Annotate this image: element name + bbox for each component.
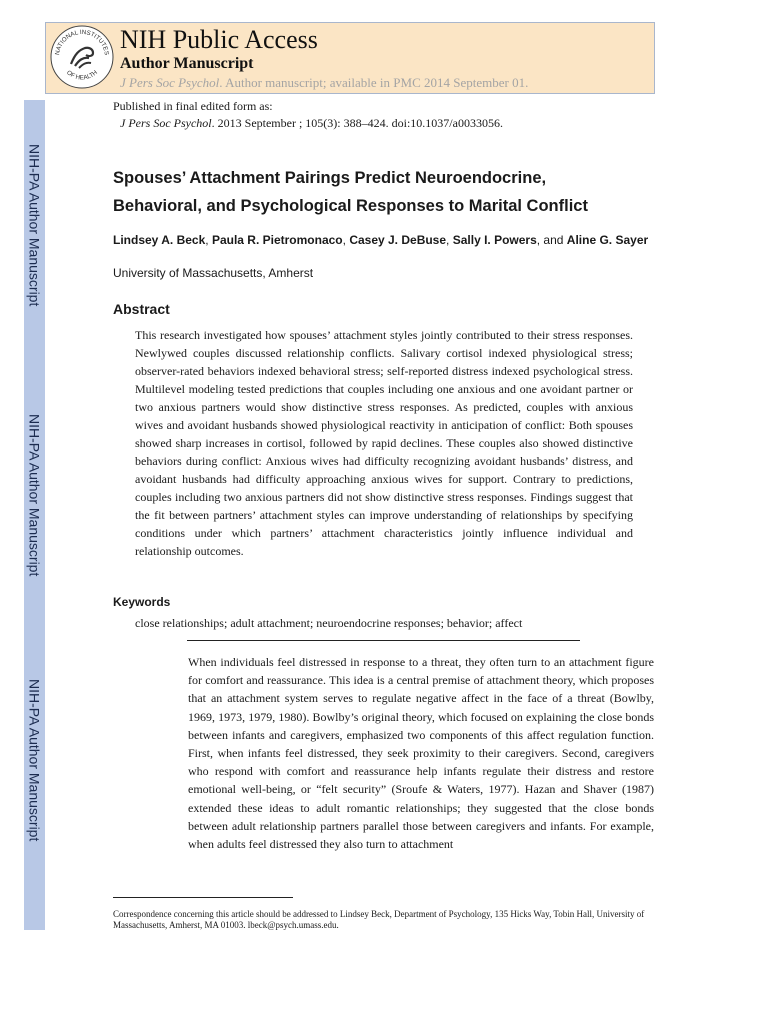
citation-line	[113, 115, 503, 132]
author-name: Casey J. DeBuse	[349, 233, 447, 247]
abstract-heading: Abstract	[113, 301, 170, 317]
author-separator: , and	[536, 233, 567, 247]
nih-public-access-header	[45, 22, 655, 94]
published-label: Published in final edited form as:	[113, 99, 273, 113]
author-name: Sally I. Powers	[452, 233, 537, 247]
author-list	[113, 232, 673, 250]
citation-details: . 2013 September ; 105(3): 388–424. doi:10.1037/a0033056.	[211, 116, 503, 130]
article-title	[113, 164, 673, 220]
nih-seal-logo	[49, 24, 115, 90]
logo-text-bottom: OF HEALTH	[65, 69, 99, 82]
author-name: Lindsey A. Beck	[113, 233, 206, 247]
sidebar-label-top: NIH-PA Author Manuscript	[26, 143, 43, 307]
correspondence-footnote: Correspondence concerning this article should be addressed to Lindsey Beck, Department of Psychology, 135 Hicks Way, Tobin Hall, University of Massachusetts, Amherst, MA 01003. lbeck@psych.umass.edu.	[113, 909, 645, 930]
title-line-2: Behavioral, and Psychological Responses to Marital Conflict	[113, 197, 588, 215]
availability-text: . Author manuscript; available in PMC 2014 September 01.	[219, 75, 529, 90]
author-name: Paula R. Pietromonaco	[211, 233, 343, 247]
sidebar-label-middle: NIH-PA Author Manuscript	[26, 413, 43, 577]
affiliation: University of Massachusetts, Amherst	[113, 266, 314, 280]
publication-info	[113, 98, 503, 132]
abstract-text: This research investigated how spouses’ attachment styles jointly contributed to their stress responses. Newlywed couples discussed relationship conflicts. Salivary cortisol indexed physiological stress; observer-rated behaviors indexed behavioral stress; self-reported distress indexed psychological stress. Multilevel modeling tested predictions that couples including one anxious and one avoidant partner or two anxious partners would show distinctive stress responses. As predicted, couples with anxious wives and avoidant husbands showed physiological reactivity in anticipation of conflict: Both spouses showed sharp increases in cortisol, followed by rapid declines. These couples also showed distinctive behaviors during conflict: Anxious wives had difficulty recognizing avoidant husbands’ distress, and avoidant husbands had difficulty approaching anxious wives for support. Contrary to predictions, couples including two anxious partners did not show distinctive stress responses. Findings suggest that the fit between partners’ attachment styles can improve understanding of relationships by specifying conditions under which partners’ attachment characteristics jointly influence individual and relationship outcomes.	[135, 328, 633, 558]
sidebar-label-bottom: NIH-PA Author Manuscript	[26, 678, 43, 842]
logo-text-top: NATIONAL INSTITUTES	[54, 28, 110, 56]
title-line-1: Spouses’ Attachment Pairings Predict Neuroendocrine,	[113, 169, 547, 187]
keywords-text: close relationships; adult attachment; neuroendocrine responses; behavior; affect	[135, 616, 523, 630]
author-name: Aline G. Sayer	[566, 233, 649, 247]
nih-public-access-title: NIH Public Access	[120, 25, 318, 54]
author-separator: ,	[205, 233, 212, 247]
availability-line	[120, 75, 528, 91]
footnote-divider	[113, 897, 293, 898]
nih-pa-sidebar	[24, 100, 45, 930]
author-manuscript-label: Author Manuscript	[120, 55, 254, 72]
journal-abbrev: J Pers Soc Psychol	[120, 75, 220, 90]
author-separator: ,	[446, 233, 453, 247]
body-paragraph: When individuals feel distressed in response to a threat, they often turn to an attachment figure for comfort and reassurance. This idea is a central premise of attachment theory, which proposes that an attachment system serves to regulate negative affect in the face of a threat (Bowlby, 1969, 1973, 1979, 1980). Bowlby’s original theory, which focused on explaining the close bonds between infants and caregivers, emphasized two components of this affect regulation function. First, when infants feel distressed, they seek proximity to their caregivers. Second, caregivers who respond with comfort and reassurance help infants regulate their distress and restore emotional well-being, or “felt security” (Sroufe & Waters, 1977). Hazan and Shaver (1987) extended these ideas to adult romantic relationships; they suggested that the close bonds between adult relationship partners parallel those between caregivers and infants. For example, when adults feel distressed they also turn to attachment	[188, 655, 654, 852]
citation-journal: J Pers Soc Psychol	[120, 116, 212, 130]
section-divider	[187, 640, 580, 641]
keywords-heading: Keywords	[113, 595, 171, 609]
author-separator: ,	[342, 233, 350, 247]
